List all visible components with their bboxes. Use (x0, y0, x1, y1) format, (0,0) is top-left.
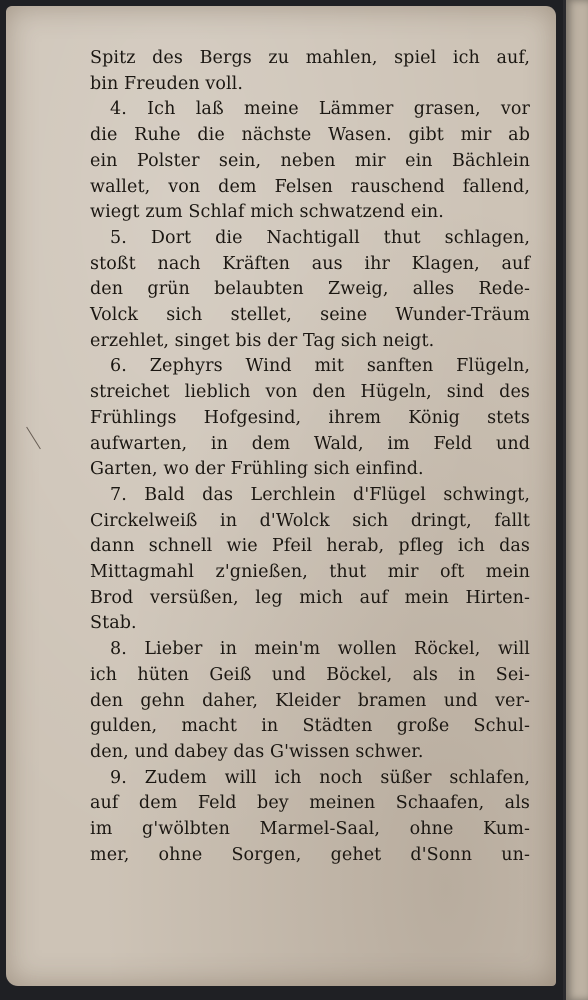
text-line: Garten, wo der Frühling sich einfind. (90, 459, 424, 480)
text-line: Spitz des Bergs zu mahlen, spiel ich auf, (90, 48, 530, 68)
text-line: bin Freuden voll. (90, 73, 244, 94)
text-line: aufwarten, in dem Wald, im Feld und (90, 433, 530, 454)
text-line: erzehlet, singet bis der Tag sich neigt. (90, 330, 435, 351)
text-line: Mittagmahl z'gnießen, thut mir oft mein (90, 562, 530, 583)
adjacent-page-edge (563, 0, 588, 1000)
verse-text-block (90, 46, 530, 869)
text-line: 4. Ich laß meine Lämmer grasen, vor (110, 99, 530, 120)
text-line: den grün belaubten Zweig, alles Rede- (90, 279, 530, 300)
text-line: im g'wölbten Marmel-Saal, ohne Kum- (90, 819, 530, 840)
text-line: 9. Zudem will ich noch süßer schlafen, (110, 767, 530, 788)
text-line: Stab. (90, 613, 137, 634)
text-line: ein Polster sein, neben mir ein Bächlein (90, 150, 530, 171)
text-line: wiegt zum Schlaf mich schwatzend ein. (90, 202, 444, 223)
text-line: auf dem Feld bey meinen Schaafen, als (90, 793, 530, 814)
text-line: 5. Dort die Nachtigall thut schlagen, (110, 227, 530, 248)
text-line: stoßt nach Kräften aus ihr Klagen, auf (90, 253, 530, 274)
text-line: streichet lieblich von den Hügeln, sind des (90, 382, 530, 403)
text-line: Frühlings Hofgesind, ihrem König stets (90, 407, 530, 428)
text-line: Brod versüßen, leg mich auf mein Hirten- (90, 587, 530, 608)
text-line: den gehn daher, Kleider bramen und ver- (90, 690, 530, 711)
paper-page (6, 6, 556, 986)
text-line: ich hüten Geiß und Böckel, als in Sei- (90, 664, 530, 685)
text-line: mer, ohne Sorgen, gehet d'Sonn un- (90, 844, 530, 865)
text-line: 7. Bald das Lerchlein d'Flügel schwingt, (110, 484, 530, 505)
text-line: Circkelweiß in d'Wolck sich dringt, fallt (90, 510, 530, 531)
text-line: wallet, von dem Felsen rauschend fallend, (90, 176, 530, 197)
text-line: Volck sich stellet, seine Wunder-Träum (90, 305, 530, 326)
text-line: dann schnell wie Pfeil herab, pfleg ich das (90, 536, 530, 557)
text-line: 8. Lieber in mein'm wollen Röckel, will (110, 639, 530, 660)
text-line: die Ruhe die nächste Wasen. gibt mir ab (90, 125, 530, 146)
text-line: gulden, macht in Städten große Schul- (90, 716, 530, 737)
text-line: den, und dabey das G'wissen schwer. (90, 741, 424, 762)
text-line: 6. Zephyrs Wind mit sanften Flügeln, (110, 356, 530, 377)
